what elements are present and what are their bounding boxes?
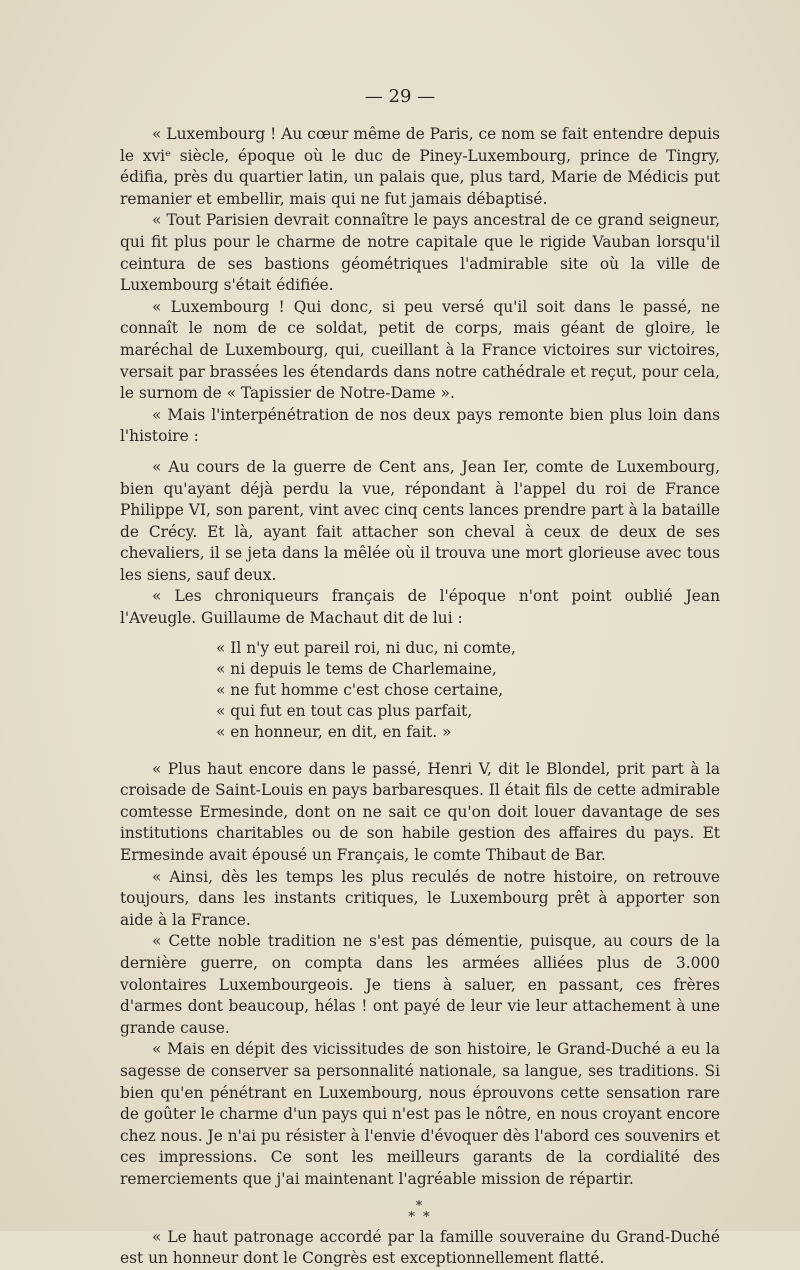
asterism-bottom: * * bbox=[408, 1209, 432, 1225]
paragraph: « Luxembourg ! Au cœur même de Paris, ce nom se fait entendre depuis le xviᵉ siècle, époque où le duc de Piney-Luxembourg, prince de Tingry, édifia, près du quartier latin, un palais que, plus tard, Marie de Médicis put remanier et embellir, mais qui ne fut jamais débaptisé. bbox=[120, 125, 720, 208]
paragraph: « Les chroniqueurs français de l'époque n'ont point oublié Jean l'Aveugle. Guillaume de Machaut dit de lui : bbox=[120, 587, 720, 628]
verse-line: « Il n'y eut pareil roi, ni duc, ni comte, bbox=[216, 638, 516, 657]
asterism-top: * bbox=[415, 1198, 425, 1214]
asterism-separator bbox=[120, 1198, 720, 1225]
page-number: — 29 — bbox=[364, 86, 436, 107]
verse-line: « qui fut en tout cas plus parfait, bbox=[216, 701, 473, 720]
verse-line: « ne fut homme c'est chose certaine, bbox=[216, 680, 504, 699]
paragraph: « Cette noble tradition ne s'est pas démentie, puisque, au cours de la dernière guerre, on compta dans les armées alliées plus de 3.000 volontaires Luxembourgeois. Je tiens à saluer, en passant, ces frères d'armes dont beaucoup, hélas ! ont payé de leur vie leur attachement à une grande cause. bbox=[120, 932, 720, 1037]
verse-line: « ni depuis le tems de Charlemaine, bbox=[216, 659, 497, 678]
paragraph: « Plus haut encore dans le passé, Henri V, dit le Blondel, prit part à la croisade de Saint-Louis en pays barbaresques. Il était fils de cette admirable comtesse Ermesinde, dont on ne sait ce qu'on doit louer davantage de ses institutions charitables ou de son habile gestion des affaires du pays. Et Ermesinde avait épousé un Français, le comte Thibaut de Bar. bbox=[120, 759, 721, 865]
page-body bbox=[120, 124, 720, 1270]
verse-quotation bbox=[216, 638, 720, 743]
paragraph: « Le haut patronage accordé par la famille souveraine du Grand-Duché est un honneur dont le Congrès est exceptionnellement flatté. bbox=[120, 1227, 720, 1268]
verse-line: « en honneur, en dit, en fait. » bbox=[216, 722, 452, 741]
paragraph: « Tout Parisien devrait connaître le pays ancestral de ce grand seigneur, qui fit plus pour le charme de notre capitale que le rigide Vauban lorsqu'il ceintura de ses bastions géométriques l'admirable site où la ville de Luxembourg s'était édifiée. bbox=[120, 211, 720, 295]
paragraph: « Au cours de la guerre de Cent ans, Jean Ier, comte de Luxembourg, bien qu'ayant déjà perdu la vue, répondant à l'appel du roi de France Philippe VI, son parent, vint avec cinq cents lances prendre part à la bataille de Crécy. Et là, ayant fait attacher son cheval à ceux de deux de ses chevaliers, il se jeta dans la mêlée où il trouva une mort glorieuse avec tous les siens, sauf deux. bbox=[120, 457, 720, 584]
paragraph: « Luxembourg ! Qui donc, si peu versé qu'il soit dans le passé, ne connaît le nom de ce soldat, petit de corps, mais géant de gloire, le maréchal de Luxembourg, qui, cueillant à la France victoires sur victoires, versait par brassées les étendards dans notre cathédrale et reçut, pour cela, le surnom de « Tapissier de Notre-Dame ». bbox=[120, 297, 720, 403]
paragraph: « Mais l'interpénétration de nos deux pays remonte bien plus loin dans l'histoire : bbox=[120, 405, 720, 446]
paragraph: « Mais en dépit des vicissitudes de son histoire, le Grand-Duché a eu la sagesse de conserver sa personnalité nationale, sa langue, ses traditions. Si bien qu'en pénétrant en Luxembourg, nous éprouvons cette sensation rare de goûter le charme d'un pays qui n'est pas le nôtre, en nous croyant encore chez nous. Je n'ai pu résister à l'envie d'évoquer dès l'abord ces souvenirs et ces impressions. Ce sont les meilleurs garants de la cordialité des remerciements que j'ai maintenant l'agréable mission de répartir. bbox=[120, 1040, 720, 1188]
paragraph: « Ainsi, dès les temps les plus reculés de notre histoire, on retrouve toujours, dans les instants critiques, le Luxembourg prêt à apporter son aide à la France. bbox=[120, 867, 720, 929]
